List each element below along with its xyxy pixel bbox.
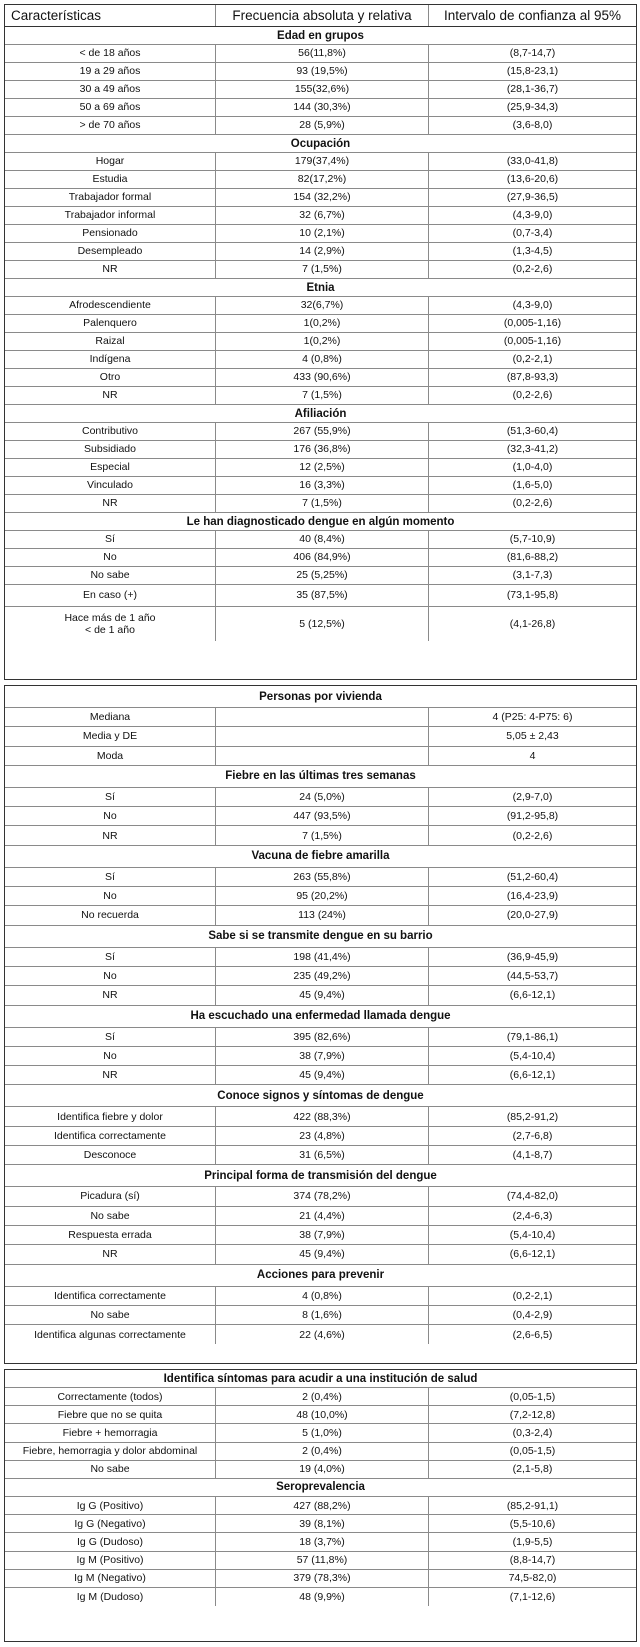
row-label: Respuesta errada — [5, 1226, 216, 1244]
section-row — [5, 686, 636, 708]
row-confidence-interval: (0,005-1,16) — [503, 335, 562, 348]
row-label: Identifica correctamente — [5, 1287, 216, 1305]
row-confidence-interval: (2,6-6,5) — [512, 1328, 553, 1341]
row-label: Otro — [5, 369, 216, 386]
table-row — [5, 243, 636, 261]
row-confidence-interval: (0,2-2,1) — [512, 353, 553, 366]
table-row — [5, 459, 636, 477]
table-row — [5, 369, 636, 387]
row-confidence-interval: (0,3-2,4) — [512, 1426, 553, 1439]
row-confidence-interval: (0,05-1,5) — [509, 1390, 556, 1403]
row-confidence-interval: 4 — [529, 749, 536, 762]
section-title: Le han diagnosticado dengue en algún momento — [186, 515, 455, 528]
row-label: Desconoce — [5, 1146, 216, 1164]
section-title: Personas por vivienda — [259, 690, 382, 703]
row-label: Sí — [5, 788, 216, 806]
row-confidence-interval: (0,2-2,6) — [512, 829, 553, 842]
row-frequency — [216, 747, 429, 765]
row-label: Raizal — [5, 333, 216, 350]
row-label: Identifica algunas correctamente — [5, 1325, 216, 1344]
row-frequency — [216, 727, 429, 745]
table-row — [5, 297, 636, 315]
row-label: Pensionado — [5, 225, 216, 242]
table-demographics — [4, 4, 637, 680]
table-row — [5, 1245, 636, 1264]
table-row — [5, 1226, 636, 1245]
table-row — [5, 747, 636, 766]
row-confidence-interval: (7,2-12,8) — [509, 1408, 556, 1421]
row-frequency: 45 (9,4%) — [216, 986, 429, 1004]
row-frequency: 25 (5,25%) — [216, 567, 429, 584]
table-row — [5, 225, 636, 243]
row-frequency: 10 (2,1%) — [216, 225, 429, 242]
row-confidence-interval: (7,1-12,6) — [509, 1590, 556, 1603]
row-confidence-interval: (4,3-9,0) — [512, 209, 553, 222]
row-confidence-interval: (25,9-34,3) — [506, 101, 559, 114]
table-row — [5, 1047, 636, 1066]
table-header-row — [5, 5, 636, 27]
row-label: Desempleado — [5, 243, 216, 260]
row-label: NR — [5, 261, 216, 278]
row-frequency — [216, 708, 429, 726]
table-row — [5, 807, 636, 826]
row-confidence-interval: (0,2-2,1) — [512, 1289, 553, 1302]
section-row — [5, 279, 636, 297]
row-frequency: 31 (6,5%) — [216, 1146, 429, 1164]
table-row — [5, 1461, 636, 1479]
table-row — [5, 1443, 636, 1461]
table-row — [5, 333, 636, 351]
row-confidence-interval: (1,0-4,0) — [512, 461, 553, 474]
table-row — [5, 727, 636, 746]
row-label: Picadura (sí) — [5, 1187, 216, 1205]
section-row — [5, 1085, 636, 1107]
table-row — [5, 607, 636, 641]
row-confidence-interval: (3,6-8,0) — [512, 119, 553, 132]
row-frequency: 45 (9,4%) — [216, 1066, 429, 1084]
row-confidence-interval: (15,8-23,1) — [506, 65, 559, 78]
table-row — [5, 868, 636, 887]
table-row — [5, 99, 636, 117]
table-row — [5, 351, 636, 369]
row-frequency: 48 (9,9%) — [216, 1588, 429, 1606]
table-row — [5, 1066, 636, 1085]
row-confidence-interval: (5,4-10,4) — [509, 1049, 556, 1062]
section-row — [5, 513, 636, 531]
row-label: Ig G (Dudoso) — [5, 1533, 216, 1550]
section-title: Acciones para prevenir — [256, 1269, 385, 1282]
section-title: Seroprevalencia — [276, 1481, 365, 1494]
row-frequency: 48 (10,0%) — [216, 1406, 429, 1423]
row-frequency: 155(32,6%) — [216, 81, 429, 98]
row-label: Sí — [5, 948, 216, 966]
table-row — [5, 1306, 636, 1325]
row-frequency: 21 (4,4%) — [216, 1207, 429, 1225]
row-confidence-interval: (0,05-1,5) — [509, 1445, 556, 1458]
row-label: 50 a 69 años — [5, 99, 216, 116]
row-label: NR — [5, 387, 216, 404]
table-row — [5, 1388, 636, 1406]
row-confidence-interval: (0,005-1,16) — [503, 317, 562, 330]
table-row — [5, 477, 636, 495]
row-label: Moda — [5, 747, 216, 765]
table-row — [5, 1588, 636, 1606]
table-body — [5, 27, 636, 641]
table-row — [5, 1187, 636, 1206]
row-frequency: 32 (6,7%) — [216, 207, 429, 224]
row-label: Trabajador formal — [5, 189, 216, 206]
row-confidence-interval: (0,2-2,6) — [512, 263, 553, 276]
row-frequency: 14 (2,9%) — [216, 243, 429, 260]
row-confidence-interval: (0,2-2,6) — [512, 497, 553, 510]
section-row — [5, 1165, 636, 1187]
table-row — [5, 189, 636, 207]
row-frequency: 16 (3,3%) — [216, 477, 429, 494]
row-label: No sabe — [5, 1461, 216, 1478]
row-label: No — [5, 967, 216, 985]
row-frequency: 1(0,2%) — [216, 333, 429, 350]
row-frequency: 427 (88,2%) — [216, 1497, 429, 1514]
section-row — [5, 1265, 636, 1287]
table-household-knowledge — [4, 685, 637, 1364]
row-confidence-interval: (51,3-60,4) — [506, 425, 559, 438]
row-label: Afrodescendiente — [5, 297, 216, 314]
section-title: Vacuna de fiebre amarilla — [251, 850, 390, 863]
table-row — [5, 1406, 636, 1424]
table-body — [5, 686, 636, 1344]
row-frequency: 23 (4,8%) — [216, 1127, 429, 1145]
row-confidence-interval: (0,2-2,6) — [512, 389, 553, 402]
table-row — [5, 315, 636, 333]
table-row — [5, 495, 636, 513]
table-row — [5, 423, 636, 441]
table-row — [5, 1207, 636, 1226]
row-confidence-interval: (51,2-60,4) — [506, 870, 559, 883]
table-row — [5, 1028, 636, 1047]
row-label: NR — [5, 826, 216, 844]
row-label: Hogar — [5, 153, 216, 170]
row-frequency: 19 (4,0%) — [216, 1461, 429, 1478]
row-confidence-interval: (2,1-5,8) — [512, 1463, 553, 1476]
row-label: Estudia — [5, 171, 216, 188]
table-row — [5, 986, 636, 1005]
row-label: Trabajador informal — [5, 207, 216, 224]
row-frequency: 7 (1,5%) — [216, 826, 429, 844]
row-frequency: 267 (55,9%) — [216, 423, 429, 440]
section-row — [5, 926, 636, 948]
row-frequency: 2 (0,4%) — [216, 1443, 429, 1460]
row-frequency: 235 (49,2%) — [216, 967, 429, 985]
row-label: Subsidiado — [5, 441, 216, 458]
row-label: 19 a 29 años — [5, 63, 216, 80]
row-frequency: 179(37,4%) — [216, 153, 429, 170]
table-row — [5, 788, 636, 807]
row-confidence-interval: (8,7-14,7) — [509, 47, 556, 60]
row-frequency: 5 (1,0%) — [216, 1424, 429, 1441]
row-label: Ig G (Positivo) — [5, 1497, 216, 1514]
table-row — [5, 948, 636, 967]
row-label: Fiebre, hemorragia y dolor abdominal — [5, 1443, 216, 1460]
row-label: Hace más de 1 año < de 1 año — [5, 607, 216, 641]
table-row — [5, 906, 636, 925]
row-confidence-interval: (87,8-93,3) — [506, 371, 559, 384]
row-confidence-interval: (4,3-9,0) — [512, 299, 553, 312]
row-label: Mediana — [5, 708, 216, 726]
row-confidence-interval: (5,5-10,6) — [509, 1517, 556, 1530]
section-row — [5, 1370, 636, 1388]
row-label: NR — [5, 986, 216, 1004]
table-row — [5, 1533, 636, 1551]
row-frequency: 93 (19,5%) — [216, 63, 429, 80]
row-label: Sí — [5, 868, 216, 886]
row-frequency: 176 (36,8%) — [216, 441, 429, 458]
table-symptoms-seroprevalence — [4, 1369, 637, 1642]
row-frequency: 263 (55,8%) — [216, 868, 429, 886]
table-row — [5, 1325, 636, 1344]
row-frequency: 38 (7,9%) — [216, 1226, 429, 1244]
row-frequency: 56(11,8%) — [216, 45, 429, 62]
table-row — [5, 585, 636, 607]
row-confidence-interval: (3,1-7,3) — [512, 569, 553, 582]
row-confidence-interval: (32,3-41,2) — [506, 443, 559, 456]
row-label: Fiebre + hemorragia — [5, 1424, 216, 1441]
row-label: Identifica fiebre y dolor — [5, 1107, 216, 1125]
row-confidence-interval: (36,9-45,9) — [506, 950, 559, 963]
table-row — [5, 1146, 636, 1165]
row-confidence-interval: (73,1-95,8) — [506, 589, 559, 602]
row-label: Ig G (Negativo) — [5, 1515, 216, 1532]
row-frequency: 32(6,7%) — [216, 297, 429, 314]
section-title: Afiliación — [294, 407, 347, 420]
row-frequency: 433 (90,6%) — [216, 369, 429, 386]
table-body — [5, 1370, 636, 1606]
row-confidence-interval: (4,1-8,7) — [512, 1149, 553, 1162]
table-row — [5, 1127, 636, 1146]
row-label: En caso (+) — [5, 585, 216, 606]
row-confidence-interval: (13,6-20,6) — [506, 173, 559, 186]
section-row — [5, 27, 636, 45]
row-confidence-interval: (2,7-6,8) — [512, 1129, 553, 1142]
row-label: Correctamente (todos) — [5, 1388, 216, 1405]
row-label: NR — [5, 1245, 216, 1263]
row-frequency: 7 (1,5%) — [216, 495, 429, 512]
row-label: Media y DE — [5, 727, 216, 745]
table-row — [5, 887, 636, 906]
row-frequency: 379 (78,3%) — [216, 1570, 429, 1587]
section-title: Etnia — [306, 281, 335, 294]
row-label: No recuerda — [5, 906, 216, 924]
section-row — [5, 1006, 636, 1028]
row-frequency: 198 (41,4%) — [216, 948, 429, 966]
row-frequency: 374 (78,2%) — [216, 1187, 429, 1205]
row-confidence-interval: (79,1-86,1) — [506, 1030, 559, 1043]
section-row — [5, 135, 636, 153]
row-confidence-interval: (1,3-4,5) — [512, 245, 553, 258]
row-label: No — [5, 1047, 216, 1065]
table-row — [5, 153, 636, 171]
section-row — [5, 846, 636, 868]
row-label: Fiebre que no se quita — [5, 1406, 216, 1423]
table-row — [5, 261, 636, 279]
row-frequency: 8 (1,6%) — [216, 1306, 429, 1324]
row-confidence-interval: (1,6-5,0) — [512, 479, 553, 492]
row-confidence-interval: (91,2-95,8) — [506, 810, 559, 823]
row-frequency: 144 (30,3%) — [216, 99, 429, 116]
table-row — [5, 81, 636, 99]
row-label: Ig M (Negativo) — [5, 1570, 216, 1587]
row-confidence-interval: (6,6-12,1) — [509, 1069, 556, 1082]
section-title: Conoce signos y síntomas de dengue — [217, 1089, 424, 1102]
table-row — [5, 1497, 636, 1515]
section-row — [5, 766, 636, 788]
row-confidence-interval: (8,8-14,7) — [509, 1554, 556, 1567]
row-frequency: 447 (93,5%) — [216, 807, 429, 825]
table-row — [5, 63, 636, 81]
section-title: Ocupación — [290, 137, 351, 150]
row-frequency: 39 (8,1%) — [216, 1515, 429, 1532]
table-row — [5, 1570, 636, 1588]
row-frequency: 7 (1,5%) — [216, 387, 429, 404]
row-frequency: 4 (0,8%) — [216, 1287, 429, 1305]
row-confidence-interval: (20,0-27,9) — [506, 909, 559, 922]
row-confidence-interval: (16,4-23,9) — [506, 890, 559, 903]
row-frequency: 45 (9,4%) — [216, 1245, 429, 1263]
table-row — [5, 207, 636, 225]
table-row — [5, 1515, 636, 1533]
row-confidence-interval: (85,2-91,2) — [506, 1110, 559, 1123]
row-frequency: 18 (3,7%) — [216, 1533, 429, 1550]
row-label: > de 70 años — [5, 117, 216, 134]
row-frequency: 28 (5,9%) — [216, 117, 429, 134]
row-frequency: 24 (5,0%) — [216, 788, 429, 806]
row-confidence-interval: (44,5-53,7) — [506, 970, 559, 983]
row-frequency: 22 (4,6%) — [216, 1325, 429, 1344]
row-label: No — [5, 549, 216, 566]
row-confidence-interval: (28,1-36,7) — [506, 83, 559, 96]
row-label: No sabe — [5, 1207, 216, 1225]
table-row — [5, 1107, 636, 1126]
row-frequency: 422 (88,3%) — [216, 1107, 429, 1125]
section-title: Principal forma de transmisión del dengue — [204, 1169, 437, 1182]
row-confidence-interval: (5,4-10,4) — [509, 1229, 556, 1242]
row-confidence-interval: (6,6-12,1) — [509, 1248, 556, 1261]
row-label: No — [5, 887, 216, 905]
section-title: Identifica síntomas para acudir a una institución de salud — [163, 1372, 478, 1385]
row-confidence-interval: 4 (P25: 4-P75: 6) — [492, 711, 573, 724]
row-confidence-interval: (2,4-6,3) — [512, 1209, 553, 1222]
row-frequency: 2 (0,4%) — [216, 1388, 429, 1405]
row-confidence-interval: (2,9-7,0) — [512, 791, 553, 803]
row-frequency: 95 (20,2%) — [216, 887, 429, 905]
header-frequency: Frecuencia absoluta y relativa — [216, 5, 429, 26]
row-confidence-interval: 5,05 ± 2,43 — [506, 730, 559, 743]
row-label: NR — [5, 495, 216, 512]
row-label: NR — [5, 1066, 216, 1084]
row-confidence-interval: (81,6-88,2) — [506, 551, 559, 564]
row-label: Indígena — [5, 351, 216, 368]
table-row — [5, 567, 636, 585]
row-label: Sí — [5, 1028, 216, 1046]
row-label: No — [5, 807, 216, 825]
section-title: Edad en grupos — [277, 29, 364, 42]
table-row — [5, 45, 636, 63]
row-label: No sabe — [5, 1306, 216, 1324]
row-frequency: 5 (12,5%) — [216, 607, 429, 641]
row-label: Especial — [5, 459, 216, 476]
row-confidence-interval: (5,7-10,9) — [509, 533, 556, 546]
row-confidence-interval: (0,4-2,9) — [512, 1308, 553, 1321]
section-title: Sabe si se transmite dengue en su barrio — [208, 930, 433, 943]
table-row — [5, 1287, 636, 1306]
row-label: < de 18 años — [5, 45, 216, 62]
row-frequency: 1(0,2%) — [216, 315, 429, 332]
row-frequency: 40 (8,4%) — [216, 531, 429, 548]
row-confidence-interval: (1,9-5,5) — [512, 1535, 553, 1548]
row-frequency: 38 (7,9%) — [216, 1047, 429, 1065]
row-frequency: 395 (82,6%) — [216, 1028, 429, 1046]
header-characteristics: Características — [5, 5, 216, 26]
row-label: Identifica correctamente — [5, 1127, 216, 1145]
row-confidence-interval: (0,7-3,4) — [512, 227, 553, 240]
row-confidence-interval: (33,0-41,8) — [506, 155, 559, 168]
table-row — [5, 171, 636, 189]
row-label: Contributivo — [5, 423, 216, 440]
row-label: 30 a 49 años — [5, 81, 216, 98]
row-label: Ig M (Positivo) — [5, 1552, 216, 1569]
row-frequency: 7 (1,5%) — [216, 261, 429, 278]
section-title: Ha escuchado una enfermedad llamada dengue — [190, 1010, 451, 1023]
section-row — [5, 1479, 636, 1497]
row-frequency: 4 (0,8%) — [216, 351, 429, 368]
table-row — [5, 708, 636, 727]
row-label: Vinculado — [5, 477, 216, 494]
row-frequency: 406 (84,9%) — [216, 549, 429, 566]
table-row — [5, 826, 636, 845]
table-row — [5, 1552, 636, 1570]
row-confidence-interval: (74,4-82,0) — [506, 1190, 559, 1203]
row-confidence-interval: (6,6-12,1) — [509, 989, 556, 1002]
row-frequency: 12 (2,5%) — [216, 459, 429, 476]
row-confidence-interval: (4,1-26,8) — [509, 617, 556, 630]
row-frequency: 57 (11,8%) — [216, 1552, 429, 1569]
table-row — [5, 1424, 636, 1442]
row-frequency: 82(17,2%) — [216, 171, 429, 188]
table-row — [5, 441, 636, 459]
row-frequency: 35 (87,5%) — [216, 585, 429, 606]
row-label: Palenquero — [5, 315, 216, 332]
row-label: Sí — [5, 531, 216, 548]
section-title: Fiebre en las últimas tres semanas — [225, 770, 416, 783]
row-label: No sabe — [5, 567, 216, 584]
row-confidence-interval: 74,5-82,0) — [508, 1572, 557, 1585]
table-row — [5, 387, 636, 405]
row-frequency: 154 (32,2%) — [216, 189, 429, 206]
header-confidence-interval: Intervalo de confianza al 95% — [443, 7, 622, 23]
table-row — [5, 967, 636, 986]
table-row — [5, 549, 636, 567]
section-row — [5, 405, 636, 423]
row-frequency: 113 (24%) — [216, 906, 429, 924]
row-confidence-interval: (27,9-36,5) — [506, 191, 559, 204]
table-row — [5, 531, 636, 549]
row-confidence-interval: (85,2-91,1) — [506, 1499, 559, 1512]
table-row — [5, 117, 636, 135]
row-label: Ig M (Dudoso) — [5, 1588, 216, 1606]
